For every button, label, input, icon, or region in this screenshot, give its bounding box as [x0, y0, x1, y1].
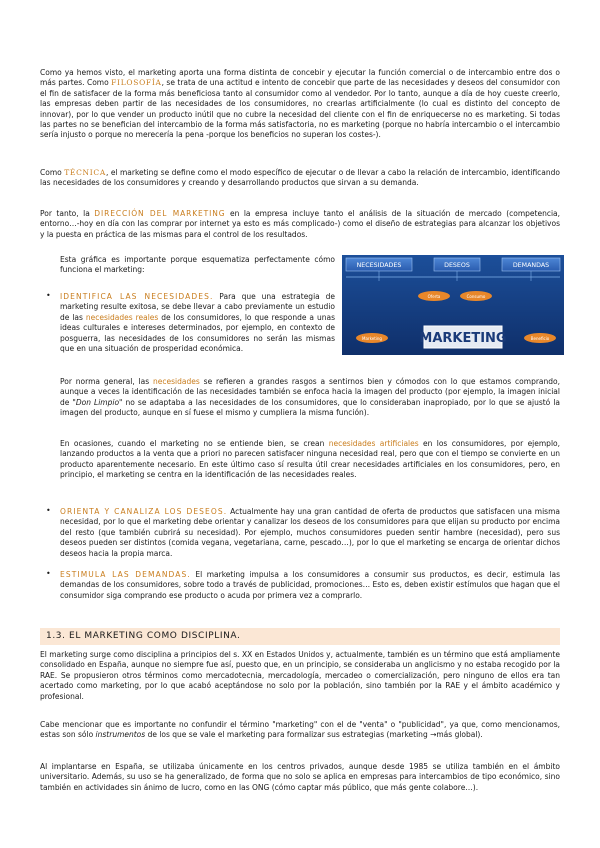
section-heading-bar: [40, 628, 560, 645]
marketing-diagram: [342, 255, 564, 355]
paragraph-direccion: Por tanto, la DIRECCIÓN DEL MARKETING en la empresa incluye tanto el análisis de la situación de mercado (competencia, entorno…-hoy en día con las comprar por internet ya esto es más complicado-) como el diseño de estrategias para alcanzar los objetivos y la puesta en práctica de las mismas para el control de los resultados.: [40, 209, 561, 239]
keyword-orienta: ORIENTA Y CANALIZA LOS DESEOS.: [60, 507, 228, 516]
paragraph-norma-general: Por norma general, las necesidades se refieren a grandes rasgos a sentirnos bien y cómodos con lo que estamos comprando, aunque a veces la identificación de las necesidades también se enfoca hacia la imagen del producto (por ejemplo, la imagen inicial de "Don Limpio" no se adaptaba a las necesidades de los consumidores, que lo consideraban inapropiado, por lo que se ajustó la imagen del producto, aunque en sí fuese el mismo y cumpliera la misma función).: [60, 377, 561, 418]
keyword-identifica: IDENTIFICA LAS NECESIDADES.: [60, 292, 214, 301]
bullet-dot-1: •: [46, 291, 51, 300]
paragraph-cabe-mencionar: Cabe mencionar que es importante no confundir el término "marketing" con el de "venta" o "publicidad", ya que, como mencionamos, estas son sólo instrumentos de los que se vale el marketing para formalizar sus estrategias (marketing →más global).: [40, 720, 560, 740]
paragraph-filosofia: Como ya hemos visto, el marketing aporta una forma distinta de concebir y ejecutar la función comercial o de intercambio entre dos o más partes. Como FILOSOFÍA, se trata de una actitud e intento de concebir que parte de las necesidades y deseos del consumidor con el fin de satisfacer de la forma más beneficiosa tanto al consumidor como al vendedor. Por lo tanto, aunque a día de hoy cueste creerlo, las empresas deben partir de las necesidades de los consumidores, no crearlas artificialmente (lo cual es distinto del concepto de innovar), por lo que vender un producto inútil que no cubre la necesidad del cliente con el fin de enriquecerse no es marketing. Si todas las partes no se benefician del intercambio de la forma más satisfactoria, no es marketing (porque no habría intercambio o el intercambio sería injusto o porque no merecería la pena -porque los beneficios no superan los costes-).: [40, 68, 561, 140]
paragraph-surge: El marketing surge como disciplina a principios del s. XX en Estados Unidos y, actualmente, también es un término que está ampliamente consolidado en España, aunque no siempre fue así, puesto que, en un principio, se consideraba un anglicismo y no estaba recogido por la RAE. Se propusieron otros términos como mercadotecnia, mercadología, mercadeo o comercialización, pero ninguno de ellos era tan acertado como marketing, por lo que acabó aceptándose no solo por la población, sino también por la RAE y el ámbito académico y profesional.: [40, 650, 560, 701]
header-deseos: DESEOS: [444, 262, 470, 269]
bullet-estimula: ESTIMULA LAS DEMANDAS. El marketing impulsa a los consumidores a consumir sus productos, es decir, estimula las demandas de los consumidores, sobre todo a través de publicidad, promociones… Esto es, deben existir estímulos que hagan que el consumidor siga comprando ese producto o acuda por primera vez a comprarlo.: [60, 570, 560, 600]
paragraph-ocasiones: En ocasiones, cuando el marketing no se entiende bien, se crean necesidades artificiales en los consumidores, por ejemplo, lanzando productos a la venta que a priori no parecen satisfacer ninguna necesidad real, pero que con el tiempo se convierte en un producto aparentemente necesario. En este último caso sí resulta útil crear necesidades artificiales en los consumidores, pero, en principio, el marketing se centra en la identificación de las necesidades reales.: [60, 439, 560, 480]
keyword-estimula: ESTIMULA LAS DEMANDAS.: [60, 570, 191, 579]
bullet-identifica: IDENTIFICA LAS NECESIDADES. Para que una estrategia de marketing resulte exitosa, se debe llevar a cabo previamente un estudio de las necesidades reales de los consumidores, lo que responde a unas ideas culturales e intereses determinados, por ejemplo, en contexto de posguerra, las necesidades de los consumidores no serán las mismas que en una situación de prosperidad económica.: [60, 292, 335, 354]
bullet-dot-3: •: [46, 569, 51, 578]
oval-label-oferta: Oferta: [427, 294, 441, 299]
bullet-dot-2: •: [46, 506, 51, 515]
marketing-title: MARKETING: [419, 331, 507, 346]
bullet-orienta: ORIENTA Y CANALIZA LOS DESEOS. Actualmente hay una gran cantidad de oferta de productos que satisfacen una misma necesidad, por lo que el marketing debe orientar y canalizar los deseos de los consumidores para que elijan su producto por encima del resto (que también cubrirá su necesidad). Por ejemplo, muchos consumidores pueden sentir hambre (necesidad), pero sus deseos pueden ser distintos (comida vegana, vegetariana, carne, pescado…), por lo que el marketing se encarga de orientar dichos deseos hacia la propia marca.: [60, 507, 560, 558]
section-title: 1.3. EL MARKETING COMO DISCIPLINA.: [46, 631, 241, 641]
paragraph-implantarse: Al implantarse en España, se utilizaba únicamente en los centros privados, aunque desde 1985 se utiliza también en el ámbito universitario. Además, su uso se ha generalizado, de forma que no solo se aplica en empresas para intercambios de tipo económico, sino también en actividades sin ánimo de lucro, como en las ONG (cómo captar más público, que más gente colabore…).: [40, 762, 560, 792]
header-demandas: DEMANDAS: [512, 262, 550, 269]
oval-label-marketing: Marketing: [362, 336, 382, 341]
keyword-direccion-marketing: DIRECCIÓN DEL MARKETING: [94, 209, 226, 218]
intro-grafica: Esta gráfica es importante porque esquematiza perfectamente cómo funciona el marketing:: [60, 255, 335, 275]
keyword-filosofia: FILOSOFÍA: [111, 78, 162, 88]
oval-label-beneficio: Beneficio: [530, 336, 550, 341]
oval-label-consumo: Consumo: [466, 294, 486, 299]
paragraph-tecnica: Como TÉCNICA, el marketing se define como el modo específico de ejecutar o de llevar a cabo la relación de intercambio, identificando las necesidades de los consumidores y creando y desarrollando productos que sirvan a su demanda.: [40, 168, 560, 188]
header-necesidades: NECESIDADES: [356, 262, 402, 269]
keyword-tecnica: TÉCNICA: [64, 168, 106, 177]
